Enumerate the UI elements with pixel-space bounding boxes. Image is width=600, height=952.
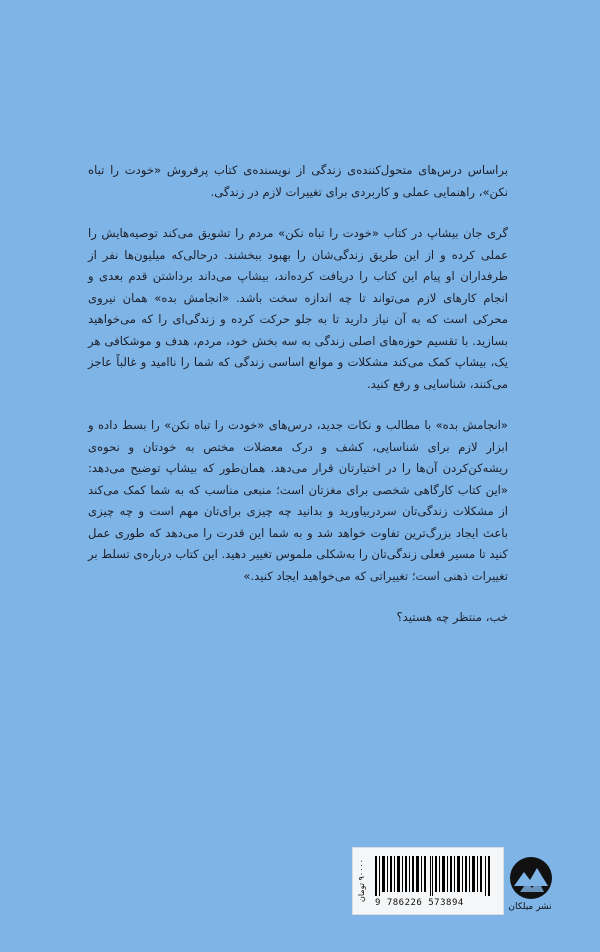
isbn-number: 9 786226 573894 <box>375 898 464 908</box>
blurb-paragraph-2: گری جان بیشاپ در کتاب «خودت را تباه نکن» مردم را تشویق می‌کند توصیه‌هایش را عملی کرده و از این طریق زندگی‌شان را بهبود ببخشند. درحالی‌که میلیون‌ها نفر از طرفداران او پیام این کتاب را دریافت کرده‌اند، بیشاپ می‌داند برداشتن قدم بعدی و انجام کارهای لازم می‌تواند تا چه اندازه سخت باشد. «انجامش بده» همان نیروی محرکی است که به آن نیاز دارید تا به جلو حرکت کرده و زندگی‌ای را که می‌خواهید بسازید. با تقسیم حوزه‌های اصلی زندگی به سه بخش خود، مردم، هدف و موشکافی هر یک، بیشاپ کمک می‌کند مشکلات و موانع اساسی زندگی که شما را ناامید و غالباً عاجز می‌کنند، شناسایی و رفع کنید. <box>88 226 508 391</box>
barcode-label <box>352 847 504 915</box>
blurb-paragraph-3: «انجامش بده» با مطالب و نکات جدید، درس‌های «خودت را تباه نکن» را بسط داده و ابزار لازم برای شناسایی، کشف و درک معضلات مختص به خودتان و نحوه‌ی ریشه‌کن‌کردن آن‌ها را در اختیارتان قرار می‌دهد. همان‌طور که بیشاپ توضیح می‌دهد: «این کتاب کارگاهی شخصی برای مغزتان است؛ منبعی مناسب که به شما کمک می‌کند از مشکلات زندگی‌تان سردربیاورید و بدانید چه چیزی برای‌تان مهم است و چه چیزی باعث ایجاد بزرگ‌ترین تفاوت خواهد شد و به شما این قدرت را می‌دهد که طوری عمل کنید تا مسیر فعلی زندگی‌تان را به‌شکلی ملموس تغییر دهید. این کتاب درباره‌ی تسلط بر تغییرات ذهنی است؛ تغییراتی که می‌خواهید ایجاد کنید.» <box>88 418 508 583</box>
publisher-name: نشر میلکان <box>508 902 552 912</box>
blurb-closing-question: خب، منتظر چه هستید؟ <box>396 610 508 624</box>
blurb-paragraph-1: براساس درس‌های متحول‌کننده‌ی زندگی از نویسنده‌ی کتاب پرفروش «خودت را تباه نکن»، راهنمایی عملی و کاربردی برای تغییرات لازم در زندگی. <box>88 163 508 199</box>
blurb <box>88 160 508 649</box>
price-label: ۹۰۰۰۰ تومان <box>357 859 366 903</box>
barcode-icon <box>375 856 493 896</box>
